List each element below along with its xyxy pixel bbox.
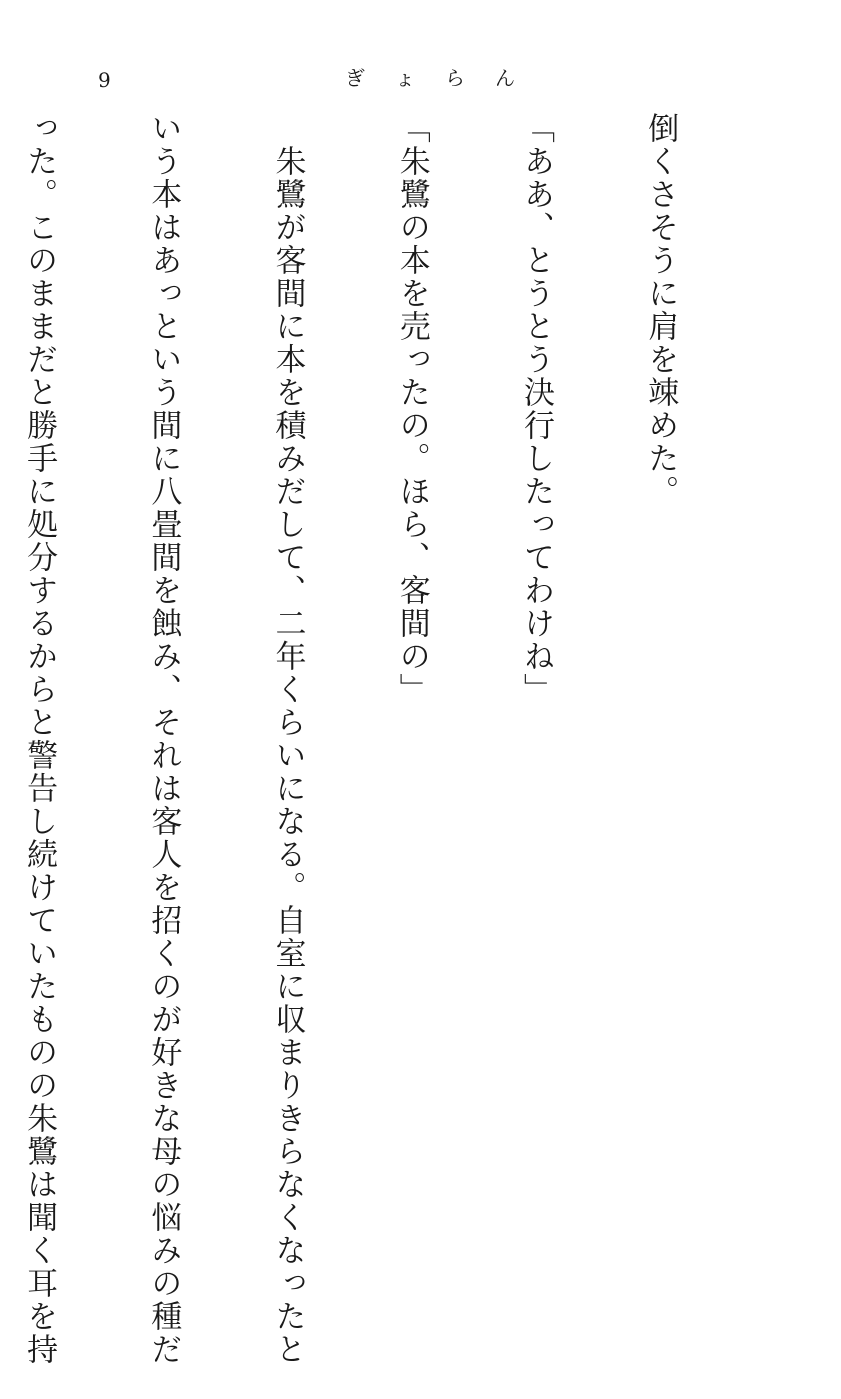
text-line: いう本はあっという間に八畳間を蝕み、それは客人を招くのが好きな母の悩みの種だ [145, 112, 182, 1366]
text-line: 倒くさそうに肩を竦めた。 [642, 112, 679, 508]
running-title: ぎょらん [345, 66, 545, 90]
text-line: 「朱鷺の本を売ったの。ほら、客間の」 [393, 112, 430, 706]
page-number: 9 [98, 68, 111, 92]
text-line: った。このままだと勝手に処分するからと警告し続けていたものの朱鷺は聞く耳を持 [21, 112, 58, 1366]
body-text [0, 112, 763, 1366]
text-line: 朱鷺が客間に本を積みだして、二年くらいになる。自室に収まりきらなくなったと [269, 112, 306, 1366]
text-line: 「ああ、とうとう決行したってわけね」 [517, 112, 554, 706]
